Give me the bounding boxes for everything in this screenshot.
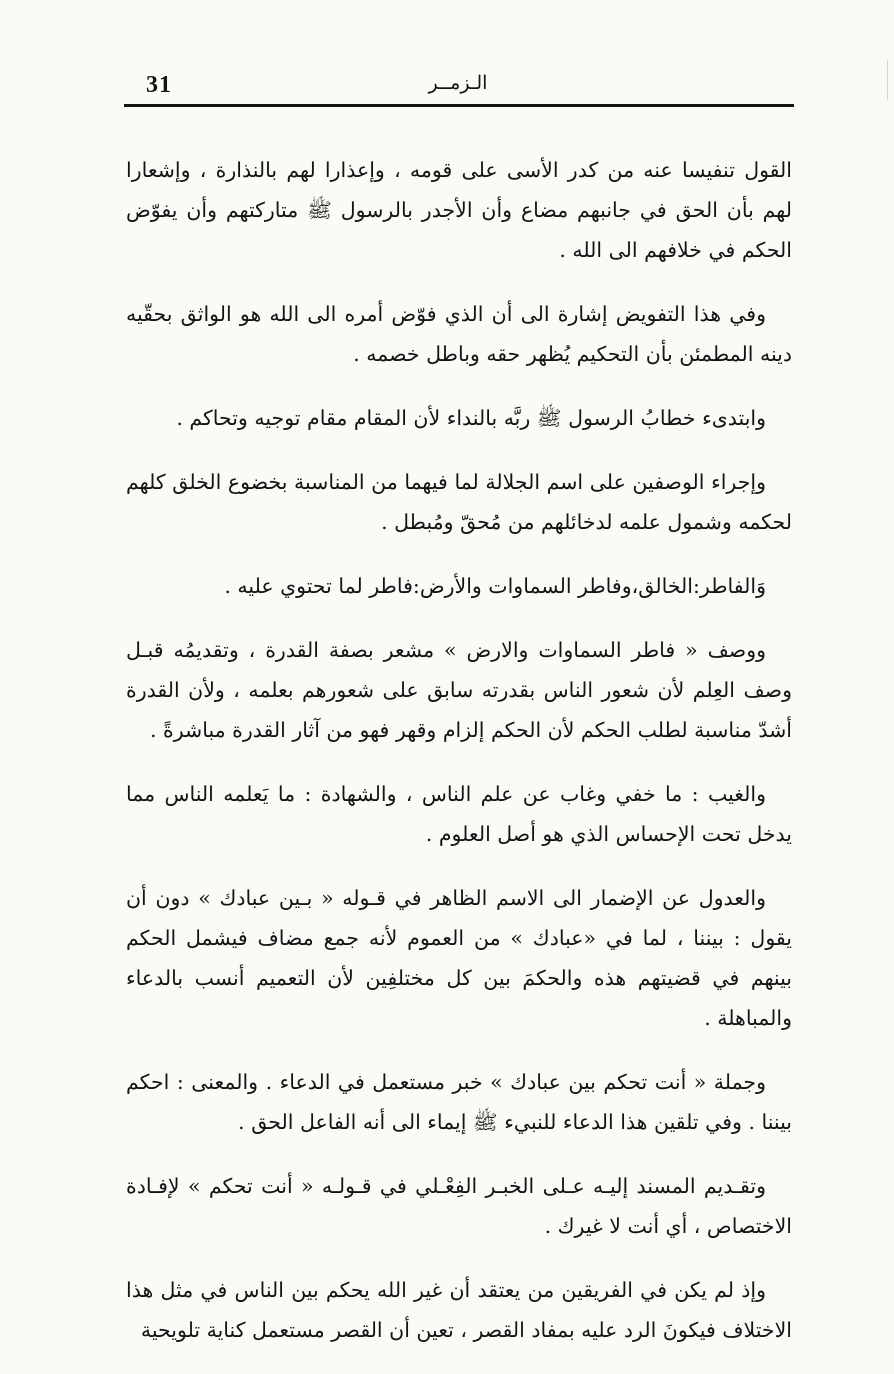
- paragraph: والغيب : ما خفي وغاب عن علم الناس ، والشهادة : ما يَعلمه الناس مما يدخل تحت الإحساس الذي هو أصل العلوم .: [126, 782, 792, 846]
- paragraph: القول تنفيسا عنه من كدر الأسى على قومه ، وإعذارا لهم بالنذارة ، وإشعارا لهم بأن الحق في جانبهم مضاع وأن الأجدر بالرسول ﷺ متاركتهم وأن يفوّض الحكم في خلافهم الى الله .: [126, 158, 792, 262]
- running-title: الـزمــر: [428, 72, 488, 94]
- header-rule: [124, 104, 794, 107]
- paragraph: وتقـديم المسند إليـه عـلى الخبـر الفِعْـلي في قـولـه « أنت تحكم » لإفـادة الاختصاص ، أي أنت لا غيرك .: [126, 1174, 792, 1238]
- page-number: 31: [146, 72, 172, 98]
- paragraph: وجملة « أنت تحكم بين عبادك » خبر مستعمل في الدعاء . والمعنى : احكم بيننا . وفي تلقين هذا الدعاء للنبيء ﷺ إيماء الى أنه الفاعل الحق .: [126, 1070, 792, 1134]
- paragraph: وَالفاطر:الخالق،وفاطر السماوات والأرض:فاطر لما تحتوي عليه .: [224, 574, 766, 598]
- paragraph: والعدول عن الإضمار الى الاسم الظاهر في قـوله « بـين عبادك » دون أن يقول : بيننا ، لما في «عبادك » من العموم لأنه جمع مضاف فيشمل الحكم بينهم في قضيتهم هذه والحكمَ بين كل مختلفِين لأن التعميم أنسب بالدعاء والمباهلة .: [126, 886, 792, 1030]
- paragraph: ووصف « فاطر السماوات والارض » مشعر بصفة القدرة ، وتقديمُه قبـل وصف العِلم لأن شعور الناس بقدرته سابق على شعورهم بعلمه ، ولأن القدرة أشدّ مناسبة لطلب الحكم لأن الحكم إلزام وقهر فهو من آثار القدرة مباشرةً .: [126, 638, 792, 742]
- body-text: [126, 150, 792, 1374]
- paragraph: وإذ لم يكن في الفريقين من يعتقد أن غير الله يحكم بين الناس في مثل هذا الاختلاف فيكونَ الرد عليه بمفاد القصر ، تعين أن القصر مستعمل كناية تلويحية: [126, 1278, 792, 1342]
- paragraph: وإجراء الوصفين على اسم الجلالة لما فيهما من المناسبة بخضوع الخلق كلهم لحكمه وشمول علمه لدخائلهم من مُحقّ ومُبطل .: [126, 470, 792, 534]
- paragraph: وابتدىء خطابُ الرسول ﷺ ربَّه بالنداء لأن المقام مقام توجيه وتحاكم .: [176, 406, 766, 430]
- scan-artifact: [887, 60, 888, 100]
- paragraph: وفي هذا التفويض إشارة الى أن الذي فوّض أمره الى الله هو الواثق بحقّيه دينه المطمئن بأن التحكيم يُظهر حقه وباطل خصمه .: [126, 302, 792, 366]
- page-header: [124, 66, 792, 104]
